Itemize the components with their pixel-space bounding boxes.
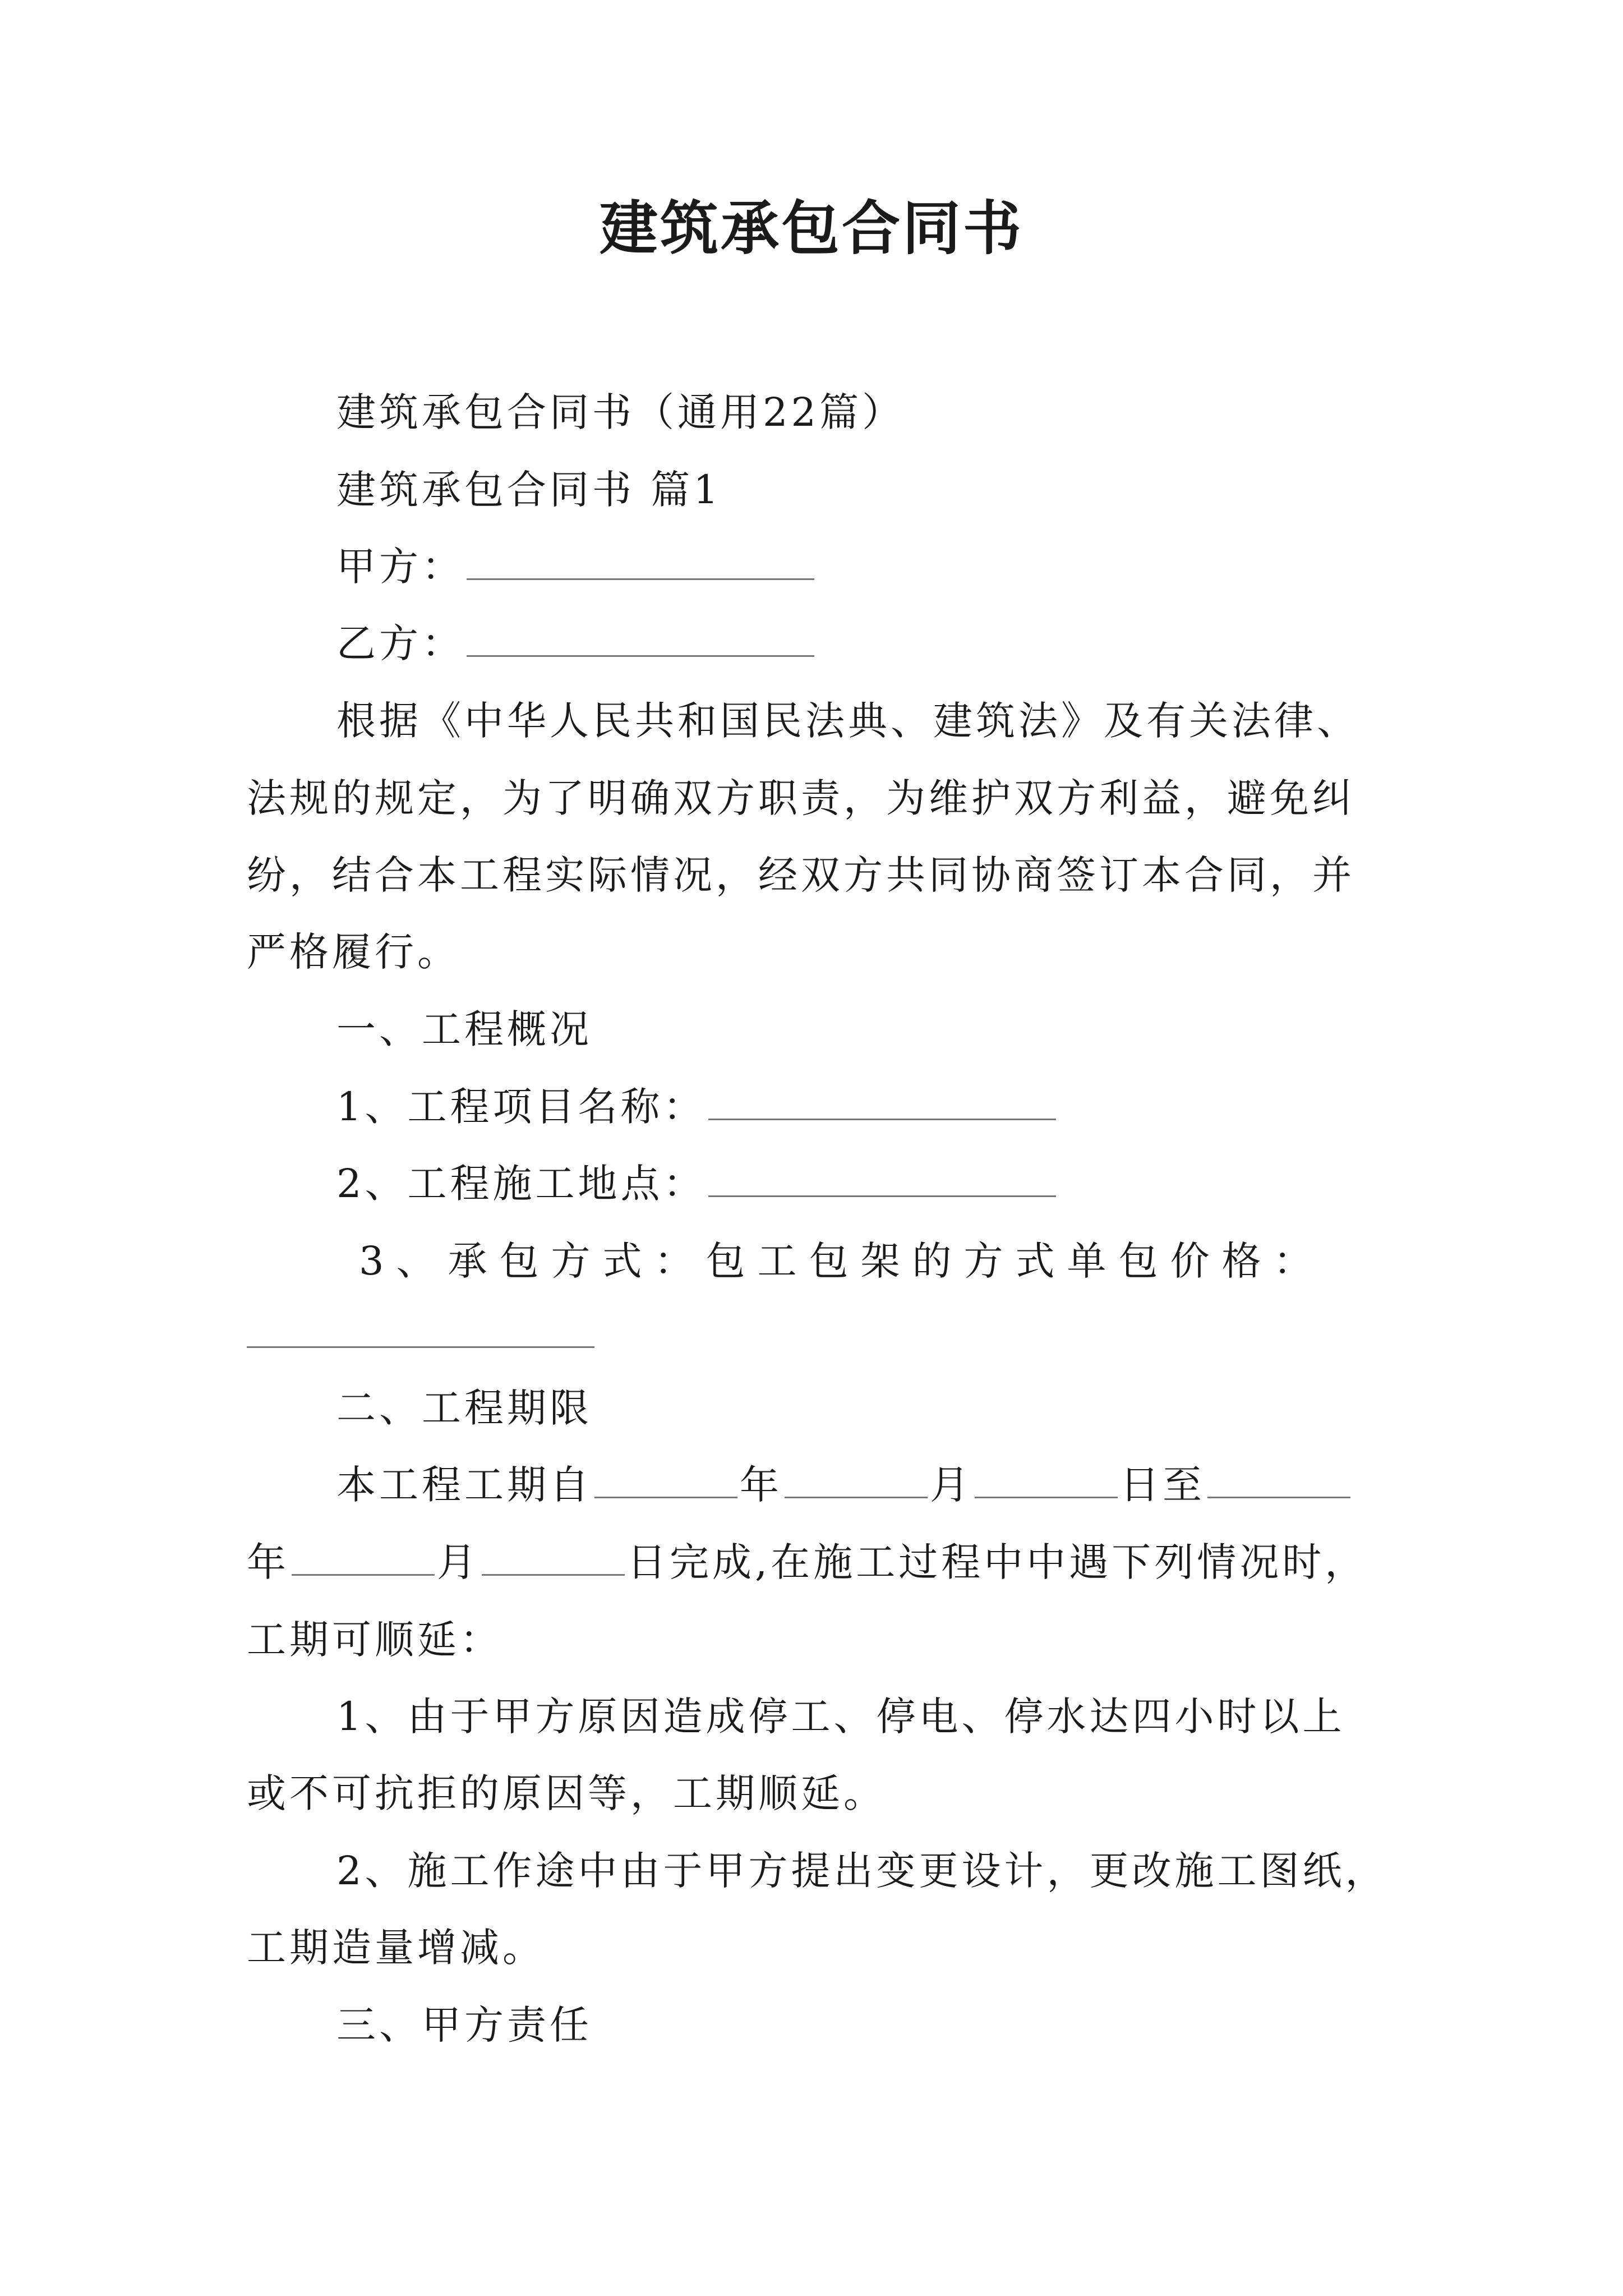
document-subtitle: 建筑承包合同书（通用22篇） (336, 389, 905, 435)
period-end-text: 日完成,在施工过程中中遇下列情况时， (627, 1539, 1368, 1585)
intro-line: 纷，结合本工程实际情况，经双方共同协商签订本合同，并 (247, 852, 1355, 898)
project-name-label: 1、工程项目名称： (336, 1084, 706, 1130)
project-site-label: 2、工程施工地点： (336, 1161, 706, 1207)
project-site-line (336, 1161, 1058, 1207)
month-label: 月 (437, 1539, 479, 1585)
period-start-label: 本工程工期自 (336, 1462, 592, 1508)
intro-line: 法规的规定，为了明确双方职责，为维护双方利益，避免纠 (247, 775, 1355, 821)
section-heading: 一、工程概况 (336, 1006, 592, 1052)
start-month-blank (785, 1496, 928, 1498)
period-line: 工期可顺延： (247, 1617, 502, 1663)
party-b-line (336, 620, 817, 666)
project-name-blank (708, 1118, 1056, 1120)
section-heading: 二、工程期限 (336, 1385, 592, 1431)
year-label: 年 (247, 1539, 289, 1585)
section-heading: 三、甲方责任 (336, 2002, 592, 2048)
period-line (336, 1462, 1353, 1508)
condition-line: 2、施工作途中由于甲方提出变更设计，更改施工图纸， (336, 1848, 1388, 1894)
document-title: 建筑承包合同书 (599, 194, 1023, 263)
project-site-blank (708, 1195, 1056, 1197)
end-month-blank (292, 1573, 435, 1576)
party-b-label: 乙方： (336, 620, 464, 666)
contract-method-line: 3、承包方式：包工包架的方式单包价格： (359, 1238, 1325, 1284)
party-a-line (336, 544, 817, 590)
party-a-label: 甲方： (336, 544, 464, 590)
intro-line: 根据《中华人民共和国民法典、建筑法》及有关法律、 (336, 698, 1359, 744)
month-label: 月 (930, 1462, 972, 1508)
condition-line: 或不可抗拒的原因等，工期顺延。 (247, 1770, 886, 1816)
condition-line: 工期造量增减。 (247, 1925, 545, 1971)
contract-method-blank (247, 1346, 594, 1348)
condition-line: 1、由于甲方原因造成停工、停电、停水达四小时以上 (336, 1694, 1345, 1740)
day-to-label: 日至 (1120, 1462, 1205, 1508)
start-year-blank (594, 1496, 737, 1498)
party-b-blank (467, 655, 814, 657)
intro-line: 严格履行。 (247, 929, 460, 975)
start-day-blank (975, 1496, 1118, 1498)
party-a-blank (467, 578, 814, 580)
end-year-blank (1207, 1496, 1350, 1498)
project-name-line (336, 1084, 1058, 1130)
year-label: 年 (740, 1462, 782, 1508)
article-heading: 建筑承包合同书 篇1 (336, 467, 722, 513)
period-line (247, 1539, 1368, 1585)
end-day-blank (482, 1573, 625, 1576)
